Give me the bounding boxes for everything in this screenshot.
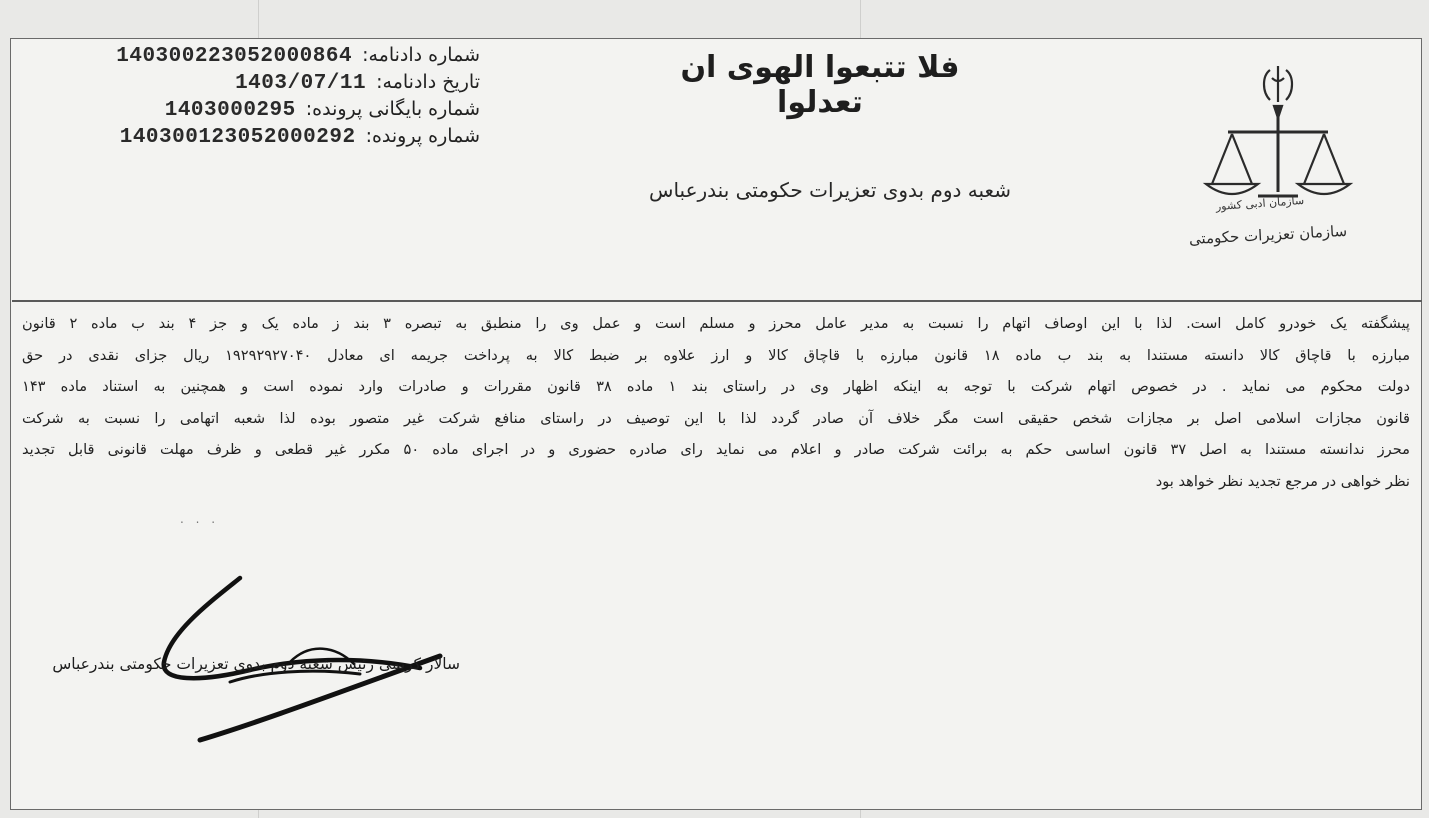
meta-label: تاریخ دادنامه:: [376, 71, 480, 93]
body-line: نظر خواهی در مرجع تجدید نظر خواهد بود: [1155, 472, 1410, 490]
body-line: پیشگفته یک خودرو کامل است. لذا با این اوصاف اتهام را نسبت به مدیر عامل محرز و مسلم است و عمل وی را منطبق به تبصره ۳ بند ز ماده یک و جز ۴ بند ب ماده ۲ قانون: [22, 315, 1410, 332]
meta-label: شماره بایگانی پرونده:: [305, 98, 480, 120]
body-line: مبارزه با قاچاق کالا دانسته مستندا به بند ب ماده ۱۸ قانون مبارزه با قاچاق کالا و ارز علاوه بر ضبط کالا به پرداخت جریمه ای معادل ۱۹۲۹۲۹۲۷۰۴۰ ریال جزای نقدی در حق: [22, 346, 1410, 364]
meta-label: شماره پرونده:: [365, 125, 480, 147]
meta-value: 140300223052000864: [116, 45, 353, 68]
meta-row-verdict-number: [40, 44, 480, 71]
meta-value: 140300123052000292: [119, 126, 356, 149]
meta-row-archive-number: [40, 98, 480, 125]
header-divider: [12, 300, 1422, 302]
faint-marks: . . .: [180, 512, 220, 526]
court-branch: شعبه دوم بدوی تعزیرات حکومتی بندرعباس: [649, 178, 1011, 202]
meta-value: 1403/07/11: [235, 72, 367, 95]
verdict-body: [22, 308, 1410, 497]
body-line: دولت محکوم می نماید . در خصوص اتهام شرکت با توجه به اینکه اظهار وی در راستای بند ۱ ماده ۳۸ قانون مقررات و صادرات وارد نموده است و همچنین به استناد ماده ۱۴۳: [22, 378, 1410, 395]
meta-label: شماره دادنامه:: [362, 44, 480, 66]
document-title: فلا تتبعوا الهوی ان تعدلوا: [680, 50, 960, 120]
meta-row-case-number: [40, 125, 480, 152]
organization-line-1: سازمان ادبی کشور: [1215, 193, 1305, 214]
body-line: محرز ندانسته مستندا به اصل ۳۷ قانون اساسی حکم به برائت شرکت صادر و اعلام می نماید رای صادره حضوری و در اجرای ماده ۵۰ مکرر غیر قطعی و ظرف مهلت قانونی قابل تجدید: [22, 441, 1410, 458]
signature-caption: سالار کریمی رئیس شعبه دوم بدوی تعزیرات حکومتی بندرعباس: [52, 655, 460, 673]
document-metadata: [40, 44, 480, 152]
organization-line-2: سازمان تعزیرات حکومتی: [1188, 221, 1348, 249]
meta-row-verdict-date: [40, 71, 480, 98]
meta-value: 1403000295: [164, 99, 296, 122]
body-line: قانون مجازات اسلامی اصل بر مجازات شخص حقیقی است مگر خلاف آن صادر گردد لذا با این توصیف در راستای منافع شرکت غیر متصور بوده لذا شعبه اتهامی را نسبت به شرکت: [22, 409, 1410, 427]
